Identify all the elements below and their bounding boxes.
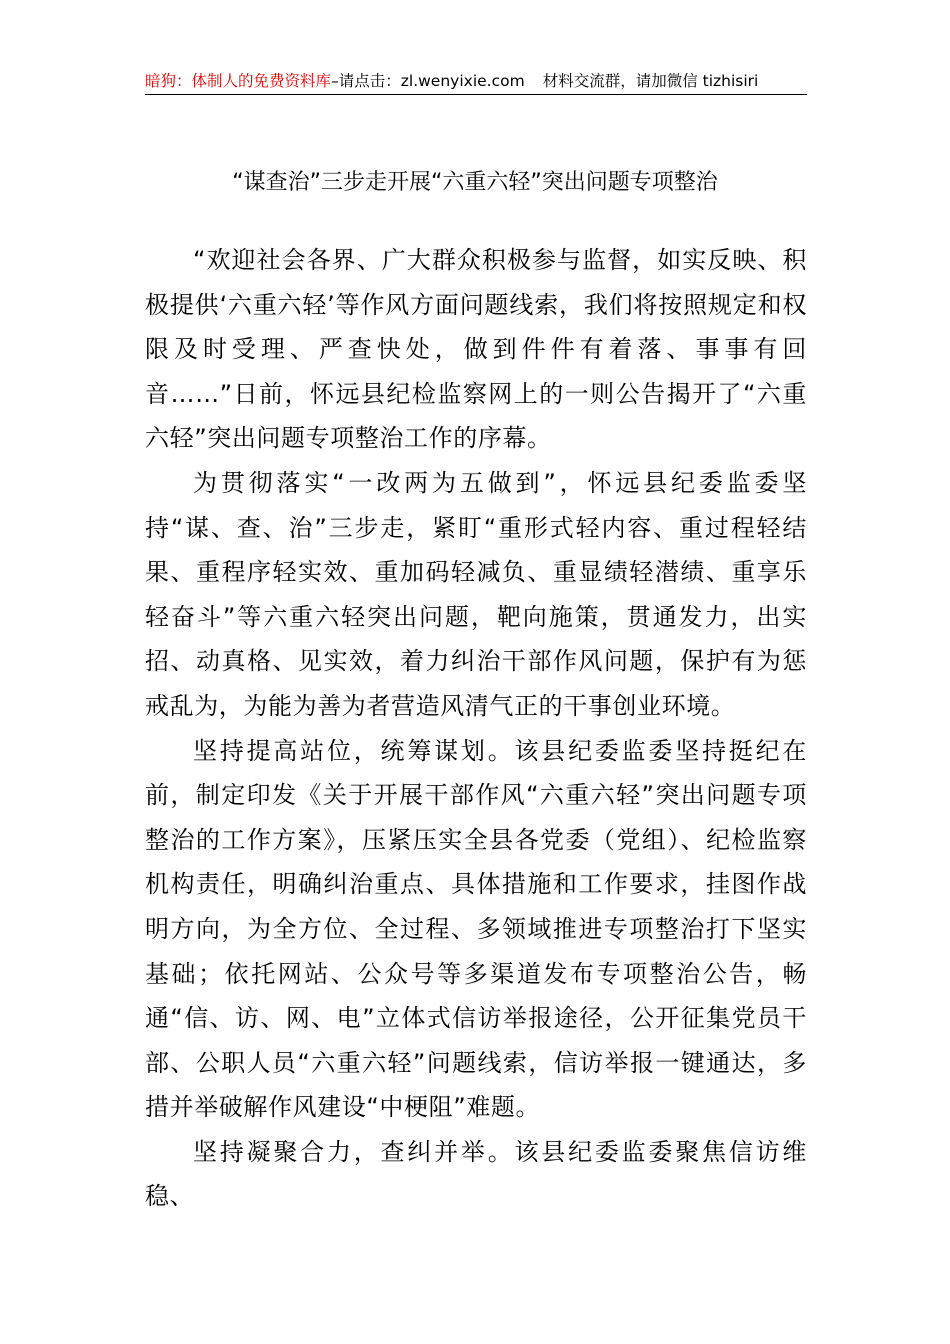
- article-paragraph-3: 坚持提高站位，统筹谋划。该县纪委监委坚持挺纪在前，制定印发《关于开展干部作风“六重六轻”突出问题专项整治的工作方案》，压紧压实全县各党委（党组）、纪检监察机构责任，明确纠治重点、具体措施和工作要求，挂图作战明方向，为全方位、全过程、多领域推进专项整治打下坚实基础；依托网站、公众号等多渠道发布专项整治公告，畅通“信、访、网、电”立体式信访举报途径，公开征集党员干部、公职人员“六重六轻”问题线索，信访举报一键通达，多措并举破解作风建设“中梗阻”难题。: [145, 736, 807, 1122]
- header-prompt-link[interactable]: –请点击：zl.wenyixie.com: [331, 72, 525, 90]
- page-header: [145, 70, 807, 95]
- header-wechat-note: 材料交流群，请加微信 tizhisiri: [542, 72, 759, 90]
- article-paragraph-2: 为贯彻落实“一改两为五做到”，怀远县纪委监委坚持“谋、查、治”三步走，紧盯“重形式轻内容、重过程轻结果、重程序轻实效、重加码轻减负、重显绩轻潜绩、重享乐轻奋斗”等六重六轻突出问题，靶向施策，贯通发力，出实招、动真格、见实效，着力纠治干部作风问题，保护有为惩戒乱为，为能为善为者营造风清气正的干事创业环境。: [145, 468, 807, 720]
- article-title: “谋查治”三步走开展“六重六轻”突出问题专项整治: [232, 170, 718, 195]
- header-site-name: 暗狗：体制人的免费资料库: [145, 72, 332, 90]
- article-paragraph-4: 坚持凝聚合力，查纠并举。该县纪委监委聚焦信访维稳、: [145, 1137, 807, 1211]
- article-body: [145, 238, 807, 1219]
- article-paragraph-1: “欢迎社会各界、广大群众积极参与监督，如实反映、积极提供‘六重六轻’等作风方面问题线索，我们将按照规定和权限及时受理、严查快处，做到件件有着落、事事有回音……”日前，怀远县纪检监察网上的一则公告揭开了“六重六轻”突出问题专项整治工作的序幕。: [145, 246, 807, 453]
